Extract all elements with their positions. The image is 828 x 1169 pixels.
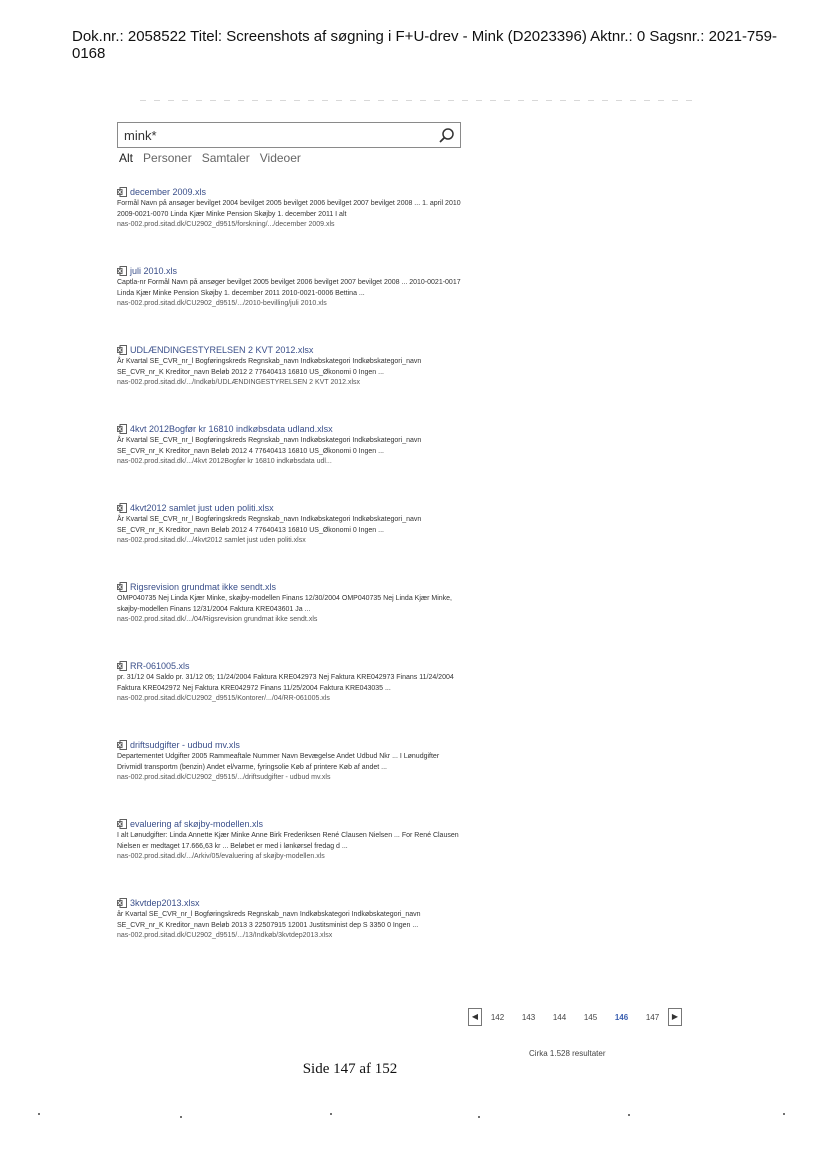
pagination (468, 1006, 682, 1028)
result-title-link[interactable] (117, 186, 462, 198)
excel-file-icon (117, 740, 127, 750)
result-snippet: År Kvartal SE_CVR_nr_l Bogføringskreds Regnskab_navn Indkøbskategori Indkøbskategori_navn SE_CVR_nr_K Kreditor_navn Beløb 2012 4 77640413 16810 US_Økonomi 0 Ingen ... (117, 516, 422, 534)
result-title: Rigsrevision grundmat ikke sendt.xls (130, 582, 277, 592)
result-snippet: pr. 31/12 04 Saldo pr. 31/12 05; 11/24/2004 Faktura KRE042973 Nej Faktura KRE042973 Finans 11/24/2004 Faktura KRE042972 Nej Faktura KRE042972 Finans 11/25/2004 Faktura KRE043035 ... (117, 674, 454, 692)
excel-file-icon (117, 898, 127, 908)
excel-file-icon (117, 424, 127, 434)
result-item (117, 660, 462, 739)
result-title: 4kvt 2012Bogfør kr 16810 indkøbsdata udland.xlsx (130, 424, 333, 434)
tab-samtaler[interactable]: Samtaler (201, 151, 250, 165)
result-url[interactable]: nas-002.prod.sitad.dk/CU2902_d9515/.../2010-bevilling/juli 2010.xls (117, 300, 327, 307)
excel-file-icon (117, 661, 127, 671)
result-url[interactable]: nas-002.prod.sitad.dk/.../4kvt 2012Bogfør kr 16810 indkøbsdata udl... (117, 458, 332, 465)
prev-page-button[interactable]: ◀ (468, 1008, 482, 1026)
search-box[interactable] (117, 122, 461, 148)
result-url[interactable]: nas-002.prod.sitad.dk/.../Arkiv/05/evaluering af skøjby-modellen.xls (117, 853, 325, 860)
result-title-link[interactable] (117, 660, 462, 672)
result-item (117, 265, 462, 344)
tab-alt[interactable]: Alt (119, 151, 134, 165)
result-snippet: Captla-nr Formål Navn på ansøger bevilget 2005 bevilget 2006 bevilget 2007 bevilget 2008 ... 2010-0021-0017 Linda Kjær Minke Pension Skøjby 1. december 2011 2010-0021-0006 Bettina ... (117, 279, 461, 297)
result-item (117, 423, 462, 502)
search-tabs (119, 151, 301, 165)
result-url[interactable]: nas-002.prod.sitad.dk/CU2902_d9515/forskning/.../december 2009.xls (117, 221, 335, 228)
result-snippet: år Kvartal SE_CVR_nr_l Bogføringskreds Regnskab_navn Indkøbskategori Indkøbskategori_navn SE_CVR_nr_K Kreditor_navn Beløb 2013 3 22507915 12001 Justitsminist dep S 3350 0 Ingen ... (117, 911, 421, 929)
excel-file-icon (117, 503, 127, 513)
result-url[interactable]: nas-002.prod.sitad.dk/.../04/Rigsrevision grundmat ikke sendt.xls (117, 616, 318, 623)
page-footer: Side 147 af 152 (302, 1061, 398, 1077)
result-title: juli 2010.xls (130, 266, 178, 276)
result-snippet: Formål Navn på ansøger bevilget 2004 bevilget 2005 bevilget 2006 bevilget 2007 bevilget 2008 ... 1. april 2010 2009-0021-0070 Linda Kjær Minke Pension Skøjby 1. december 2011 I alt (117, 200, 461, 218)
result-title-link[interactable] (117, 344, 462, 356)
excel-file-icon (117, 345, 127, 355)
result-title-link[interactable] (117, 423, 462, 435)
result-title-link[interactable] (117, 265, 462, 277)
result-title-link[interactable] (117, 502, 462, 514)
result-item (117, 739, 462, 818)
result-title: RR-061005.xls (130, 661, 190, 671)
search-input[interactable] (118, 123, 428, 147)
result-snippet: Departementet Udgifter 2005 Rammeaftale Nummer Navn Bevægelse Andet Udbud Nkr ... I Lønudgifter Drivmidl transportm (benzin) Andet el/varme, fyringsolie Køb af printere Køb af andet ... (117, 753, 440, 771)
result-url[interactable]: nas-002.prod.sitad.dk/.../Indkøb/UDLÆNDINGESTYRELSEN 2 KVT 2012.xlsx (117, 379, 361, 386)
document-header: Dok.nr.: 2058522 Titel: Screenshots af søgning i F+U-drev - Mink (D2023396) Aktnr.: 0 Sagsnr.: 2021-759-0168 (72, 28, 777, 62)
result-url[interactable]: nas-002.prod.sitad.dk/CU2902_d9515/.../driftsudgifter - udbud mv.xls (117, 774, 331, 781)
result-item (117, 186, 462, 265)
result-item (117, 818, 462, 897)
result-title-link[interactable] (117, 581, 462, 593)
result-snippet: I alt Lønudgifter: Linda Annette Kjær Minke Anne Birk Frederiksen René Clausen Nielsen ... For René Clausen Nielsen er medtaget 17.666,63 kr ... Beløbet er med i lønkørsel fredag d ... (117, 832, 459, 850)
result-item (117, 344, 462, 423)
result-url[interactable]: nas-002.prod.sitad.dk/CU2902_d9515/.../13/Indkøb/3kvtdep2013.xlsx (117, 932, 333, 939)
result-count: Cirka 1.528 resultater (529, 1049, 606, 1058)
result-snippet: OMP040735 Nej Linda Kjær Minke, skøjby-modellen Finans 12/30/2004 OMP040735 Nej Linda Kjær Minke, skøjby-modellen Finans 12/31/2004 Faktura KRE043601 Ja ... (117, 595, 453, 613)
tab-videoer[interactable]: Videoer (259, 151, 301, 165)
result-title: driftsudgifter - udbud mv.xls (130, 740, 240, 750)
result-item (117, 581, 462, 660)
result-title: 3kvtdep2013.xlsx (130, 898, 200, 908)
result-title-link[interactable] (117, 739, 462, 751)
result-title: UDLÆNDINGESTYRELSEN 2 KVT 2012.xlsx (130, 345, 314, 355)
excel-file-icon (117, 819, 127, 829)
search-results (117, 186, 462, 976)
result-snippet: År Kvartal SE_CVR_nr_l Bogføringskreds Regnskab_navn Indkøbskategori Indkøbskategori_navn SE_CVR_nr_K Kreditor_navn Beløb 2012 2 77640413 16810 US_Økonomi 0 Ingen ... (117, 358, 422, 376)
scan-artifact-line (140, 100, 700, 101)
result-url[interactable]: nas-002.prod.sitad.dk/CU2902_d9515/Kontorer/.../04/RR-061005.xls (117, 695, 330, 702)
tab-personer[interactable]: Personer (143, 151, 192, 165)
page-link[interactable]: 147 (645, 1012, 660, 1022)
next-page-button[interactable]: ▶ (668, 1008, 682, 1026)
page-link[interactable]: 146 (614, 1012, 629, 1022)
page-link[interactable]: 143 (521, 1012, 536, 1022)
excel-file-icon (117, 187, 127, 197)
result-title-link[interactable] (117, 818, 462, 830)
result-url[interactable]: nas-002.prod.sitad.dk/.../4kvt2012 samlet just uden politi.xlsx (117, 537, 306, 544)
search-icon[interactable] (438, 127, 455, 144)
result-snippet: År Kvartal SE_CVR_nr_l Bogføringskreds Regnskab_navn Indkøbskategori Indkøbskategori_navn SE_CVR_nr_K Kreditor_navn Beløb 2012 4 77640413 16810 US_Økonomi 0 Ingen ... (117, 437, 422, 455)
page-link[interactable]: 144 (552, 1012, 567, 1022)
excel-file-icon (117, 266, 127, 276)
result-title-link[interactable] (117, 897, 462, 909)
result-title: december 2009.xls (130, 187, 207, 197)
result-item (117, 897, 462, 976)
page-link[interactable]: 142 (490, 1012, 505, 1022)
result-title: evaluering af skøjby-modellen.xls (130, 819, 264, 829)
result-title: 4kvt2012 samlet just uden politi.xlsx (130, 503, 274, 513)
page-link[interactable]: 145 (583, 1012, 598, 1022)
excel-file-icon (117, 582, 127, 592)
result-item (117, 502, 462, 581)
